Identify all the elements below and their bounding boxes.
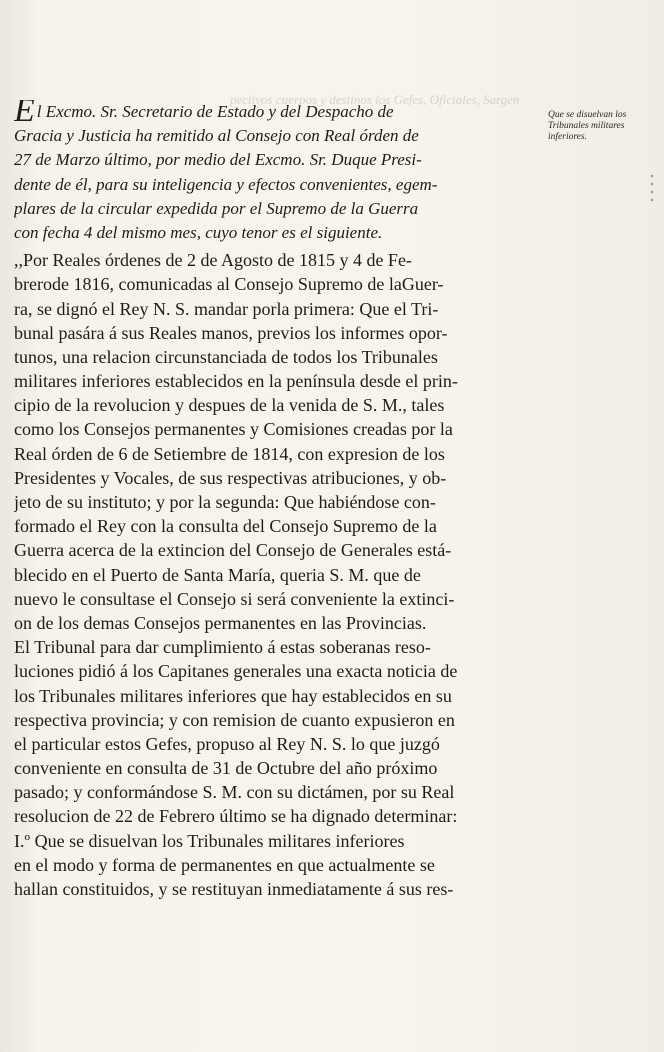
- paper-speck-marks: [650, 172, 654, 202]
- body-line: formado el Rey con la consulta del Consejo Supremo de la: [14, 516, 437, 537]
- body-line: nuevo le consultase el Consejo si será conveniente la extinci-: [14, 588, 455, 609]
- body-line: ra, se dignó el Rey N. S. mandar porla primera: Que el Tri-: [14, 298, 439, 319]
- body-line: hallan constituidos, y se restituyan inmediatamente á sus res-: [14, 879, 454, 899]
- drop-cap: E: [14, 100, 35, 125]
- body-line: Guerra acerca de la extincion del Consejo de Generales está-: [14, 540, 452, 561]
- body-line: en el modo y forma de permanentes en que actualmente se: [14, 854, 435, 875]
- body-line: los Tribunales militares inferiores que hay establecidos en su: [14, 685, 452, 706]
- body-line: conveniente en consulta de 31 de Octubre del año próximo: [14, 758, 438, 779]
- body-line: el particular estos Gefes, propuso al Rey N. S. lo que juzgó: [14, 733, 440, 754]
- intro-line: Gracia y Justicia ha remitido al Consejo con Real órden de: [14, 126, 419, 146]
- body-line: jeto de su instituto; y por la segunda: Que habiéndose con-: [14, 492, 436, 512]
- body-paragraph: [14, 248, 542, 901]
- body-line: I.º Que se disuelvan los Tribunales militares inferiores: [14, 830, 405, 851]
- body-line: luciones pidió á los Capitanes generales una exacta noticia de: [14, 661, 458, 682]
- margin-note: Que se disuelvan los Tribunales militares inferiores.: [548, 110, 627, 142]
- body-line: cipio de la revolucion y despues de la venida de S. M., tales: [14, 395, 445, 416]
- body-line: Real órden de 6 de Setiembre de 1814, con expresion de los: [14, 443, 445, 464]
- body-line: Presidentes y Vocales, de sus respectivas atribuciones, y ob-: [14, 467, 447, 488]
- intro-line: con fecha 4 del mismo mes, cuyo tenor es el siguiente.: [14, 222, 383, 242]
- intro-line: plares de la circular expedida por el Supremo de la Guerra: [14, 198, 419, 218]
- intro-line: dente de él, para su inteligencia y efectos convenientes, egem-: [14, 174, 438, 194]
- body-line: bunal pasára á sus Reales manos, previos los informes opor-: [14, 322, 448, 343]
- body-line: tunos, una relacion circunstanciada de todos los Tribunales: [14, 346, 438, 367]
- body-line: on de los demas Consejos permanentes en las Provincias.: [14, 612, 427, 633]
- intro-paragraph: [14, 100, 542, 245]
- body-line: El Tribunal para dar cumplimiento á estas soberanas reso-: [14, 637, 431, 658]
- body-line: como los Consejos permanentes y Comisiones creadas por la: [14, 419, 453, 440]
- body-line: blecido en el Puerto de Santa María, queria S. M. que de: [14, 564, 421, 585]
- body-line: pasado; y conformándose S. M. con su dictámen, por su Real: [14, 782, 455, 803]
- body-line: brerode 1816, comunicadas al Consejo Supremo de laGuer-: [14, 274, 444, 295]
- main-text: [14, 100, 542, 901]
- body-line: ,,Por Reales órdenes de 2 de Agosto de 1815 y 4 de Fe-: [14, 250, 412, 271]
- bleed-through-text: pectivos cuerpos y destinos los Gefes, Oficiales, Sargen: [230, 92, 520, 107]
- intro-line: El Excmo. Sr. Secretario de Estado y del Despacho de: [14, 100, 542, 124]
- body-line: resolucion de 22 de Febrero último se ha dignado determinar:: [14, 806, 458, 827]
- body-line: militares inferiores establecidos en la península desde el prin-: [14, 371, 458, 392]
- intro-line: 27 de Marzo último, por medio del Excmo. Sr. Duque Presi-: [14, 150, 422, 170]
- body-line: respectiva provincia; y con remision de cuanto expusieron en: [14, 709, 455, 730]
